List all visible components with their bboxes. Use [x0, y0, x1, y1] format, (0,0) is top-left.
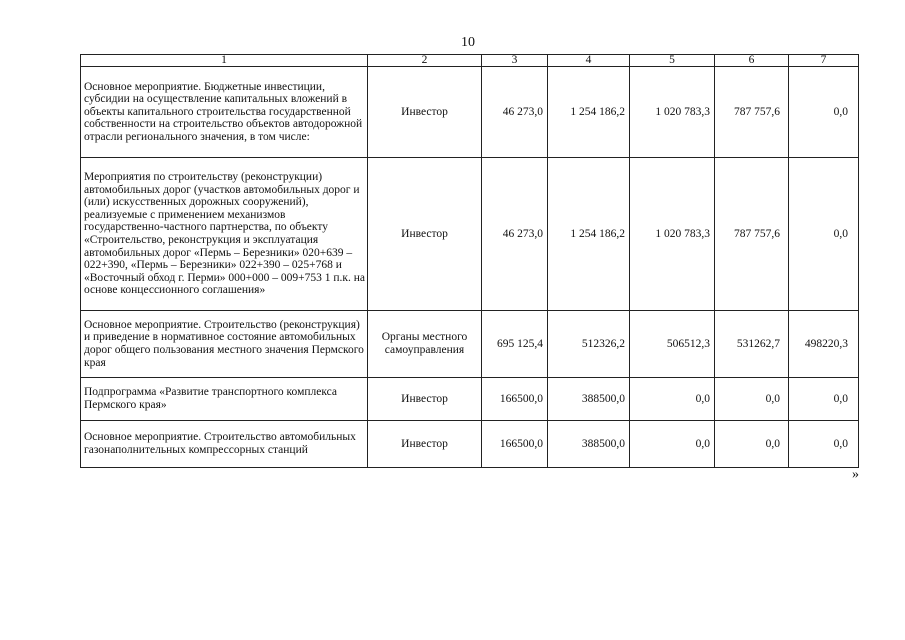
- closing-quote-mark: »: [852, 467, 859, 482]
- row-value: 787 757,6: [715, 67, 789, 158]
- row-value: 0,0: [789, 378, 859, 421]
- row-value: 0,0: [789, 158, 859, 311]
- row-value: 0,0: [789, 67, 859, 158]
- table-row: [81, 311, 859, 378]
- row-executor: Инвестор: [368, 378, 482, 421]
- row-value: 531262,7: [715, 311, 789, 378]
- row-value: 46 273,0: [482, 67, 548, 158]
- row-description: Основное мероприятие. Бюджетные инвестиции, субсидии на осуществление капитальных вложений в объекты капитального строительства государственной собственности на строительство объектов автодорожной отрасли регионального значения, в том числе:: [81, 67, 368, 158]
- row-executor: Инвестор: [368, 421, 482, 468]
- budget-table: [80, 54, 859, 468]
- row-executor: Инвестор: [368, 67, 482, 158]
- row-value: 1 020 783,3: [630, 67, 715, 158]
- row-description: Мероприятия по строительству (реконструкции) автомобильных дорог (участков автомобильных дорог и (или) искусственных дорожных сооружений), реализуемые с применением механизмов государственно-частного партнерства, по объекту «Строительство, реконструкция и эксплуатация автомобильных дорог «Пермь – Березники» 020+639 – 022+390, «Пермь – Березники» 022+390 – 025+768 и «Восточный обход г. Перми» 000+000 – 009+753 1 п.к. на основе концессионного соглашения»: [81, 158, 368, 311]
- row-value: 0,0: [789, 421, 859, 468]
- page-number: 10: [461, 35, 475, 50]
- column-header: 4: [548, 55, 630, 67]
- row-value: 0,0: [715, 421, 789, 468]
- table-row: [81, 421, 859, 468]
- row-value: 512326,2: [548, 311, 630, 378]
- table-row: [81, 67, 859, 158]
- row-value: 506512,3: [630, 311, 715, 378]
- row-value: 388500,0: [548, 421, 630, 468]
- column-header: 7: [789, 55, 859, 67]
- row-value: 1 020 783,3: [630, 158, 715, 311]
- row-value: 787 757,6: [715, 158, 789, 311]
- row-value: 46 273,0: [482, 158, 548, 311]
- row-value: 388500,0: [548, 378, 630, 421]
- column-header: 3: [482, 55, 548, 67]
- row-description: Основное мероприятие. Строительство (реконструкция) и приведение в нормативное состояние автомобильных дорог общего пользования местного значения Пермского края: [81, 311, 368, 378]
- column-header: 2: [368, 55, 482, 67]
- row-value: 0,0: [630, 421, 715, 468]
- row-value: 0,0: [630, 378, 715, 421]
- row-executor: Инвестор: [368, 158, 482, 311]
- row-description: Основное мероприятие. Строительство автомобильных газонаполнительных компрессорных станций: [81, 421, 368, 468]
- column-header-row: [81, 55, 859, 67]
- column-header: 6: [715, 55, 789, 67]
- row-value: 498220,3: [789, 311, 859, 378]
- row-value: 695 125,4: [482, 311, 548, 378]
- row-value: 166500,0: [482, 421, 548, 468]
- column-header: 5: [630, 55, 715, 67]
- row-executor: Органы местного самоуправления: [368, 311, 482, 378]
- row-value: 1 254 186,2: [548, 67, 630, 158]
- column-header: 1: [81, 55, 368, 67]
- row-value: 166500,0: [482, 378, 548, 421]
- table-row: [81, 158, 859, 311]
- row-description: Подпрограмма «Развитие транспортного комплекса Пермского края»: [81, 378, 368, 421]
- row-value: 0,0: [715, 378, 789, 421]
- row-value: 1 254 186,2: [548, 158, 630, 311]
- table-row: [81, 378, 859, 421]
